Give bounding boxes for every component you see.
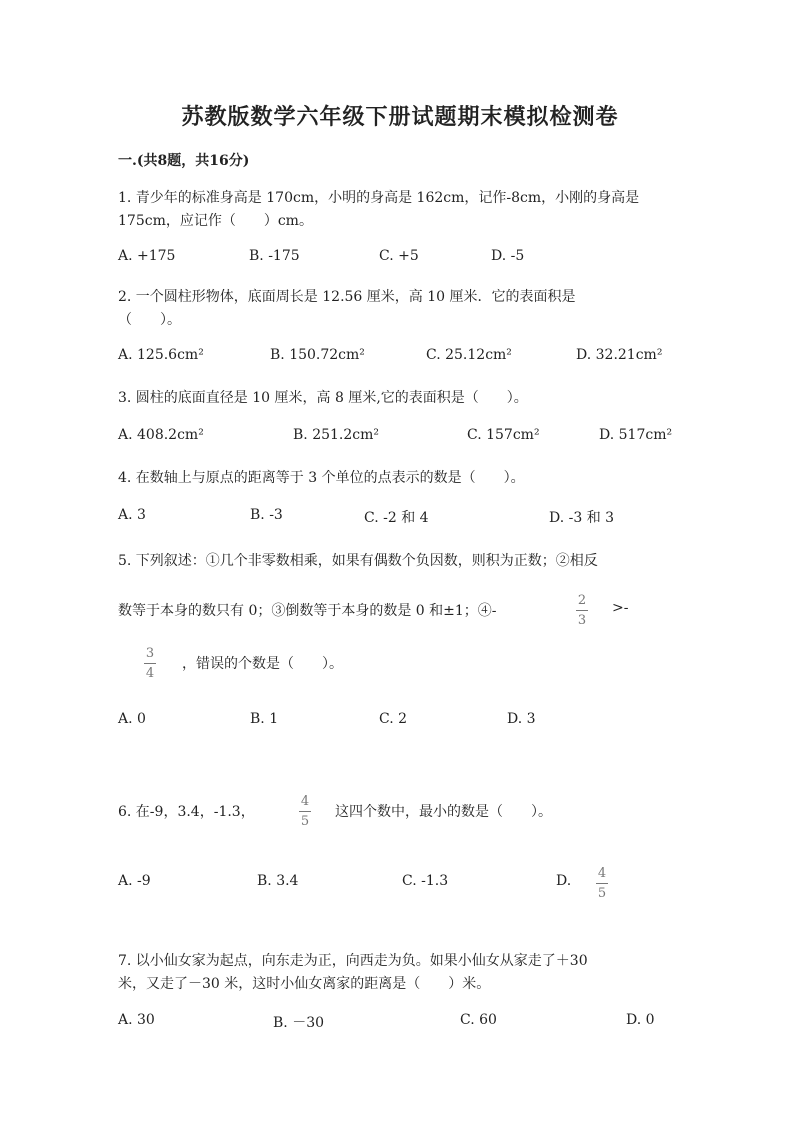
question-5-text-cont: 数等于本身的数只有 0；③倒数等于本身的数是 0 和±1；④- — [118, 603, 497, 619]
greater-than-sign: >- — [612, 600, 629, 616]
option-b: B. －30 — [273, 1015, 325, 1031]
option-d: D. 0 — [626, 1012, 655, 1028]
question-6-text-cont: 这四个数中，最小的数是（ ）。 — [335, 804, 552, 820]
question-7-text: 7. 以小仙女家为起点，向东走为正，向西走为负。如果小仙女从家走了＋30 — [118, 953, 588, 969]
question-1-text-cont: 175cm，应记作（ ）cm。 — [118, 213, 313, 229]
option-a: A. +175 — [118, 248, 176, 264]
option-a: A. -9 — [118, 873, 151, 889]
option-d: D. 3 — [507, 711, 536, 727]
question-6-text: 6. 在-9，3.4，-1.3， — [118, 804, 255, 820]
fraction — [576, 593, 588, 628]
option-d: D. -3 和 3 — [549, 510, 615, 526]
fraction-denominator: 4 — [145, 666, 155, 681]
option-b: B. 251.2cm² — [293, 427, 379, 443]
option-c: C. +5 — [379, 248, 419, 264]
fraction-numerator: 3 — [145, 646, 155, 661]
option-b: B. -3 — [250, 507, 283, 523]
fraction-bar — [596, 883, 608, 884]
page-title: 苏教版数学六年级下册试题期末模拟检测卷 — [181, 104, 619, 130]
option-a: A. 0 — [118, 711, 146, 727]
option-c: C. 60 — [460, 1012, 497, 1028]
option-b: B. 1 — [250, 711, 279, 727]
option-c: C. 25.12cm² — [426, 347, 512, 363]
question-5-text: 5. 下列叙述：①几个非零数相乘，如果有偶数个负因数，则积为正数；②相反 — [118, 553, 598, 569]
fraction-numerator: 4 — [300, 794, 310, 809]
fraction — [299, 794, 311, 829]
option-c: C. -1.3 — [402, 873, 449, 889]
question-2-text: 2. 一个圆柱形物体，底面周长是 12.56 厘米，高 10 厘米．它的表面积是 — [118, 289, 576, 305]
option-a: A. 408.2cm² — [118, 427, 204, 443]
fraction — [596, 866, 608, 901]
fraction-bar — [299, 811, 311, 812]
option-d: D. -5 — [491, 248, 525, 264]
question-3-text: 3. 圆柱的底面直径是 10 厘米，高 8 厘米,它的表面积是（ ）。 — [118, 390, 528, 406]
fraction-numerator: 2 — [577, 593, 587, 608]
question-7-text-cont: 米，又走了－30 米，这时小仙女离家的距离是（ ）米。 — [118, 976, 491, 992]
fraction-denominator: 3 — [577, 613, 587, 628]
question-1-text: 1. 青少年的标准身高是 170cm，小明的身高是 162cm，记作-8cm，小刚的身高是 — [118, 190, 640, 206]
fraction-bar — [576, 610, 588, 611]
fraction-denominator: 5 — [597, 886, 607, 901]
option-d: D. — [556, 873, 572, 889]
option-d: D. 517cm² — [599, 427, 673, 443]
option-c: C. 157cm² — [467, 427, 540, 443]
option-b: B. 3.4 — [257, 873, 299, 889]
option-a: A. 3 — [118, 507, 146, 523]
fraction — [144, 646, 156, 681]
option-c: C. -2 和 4 — [364, 510, 429, 526]
option-b: B. 150.72cm² — [270, 347, 365, 363]
question-2-text-cont: （ ）。 — [118, 312, 181, 328]
question-4-text: 4. 在数轴上与原点的距离等于 3 个单位的点表示的数是（ ）。 — [118, 470, 525, 486]
option-d: D. 32.21cm² — [576, 347, 663, 363]
option-b: B. -175 — [249, 248, 300, 264]
section-heading: 一.(共8题，共16分) — [118, 153, 250, 169]
option-c: C. 2 — [379, 711, 408, 727]
fraction-denominator: 5 — [300, 814, 310, 829]
fraction-bar — [144, 663, 156, 664]
option-a: A. 125.6cm² — [118, 347, 204, 363]
fraction-numerator: 4 — [597, 866, 607, 881]
option-a: A. 30 — [118, 1012, 155, 1028]
question-5-text-end: ，错误的个数是（ ）。 — [182, 656, 343, 672]
